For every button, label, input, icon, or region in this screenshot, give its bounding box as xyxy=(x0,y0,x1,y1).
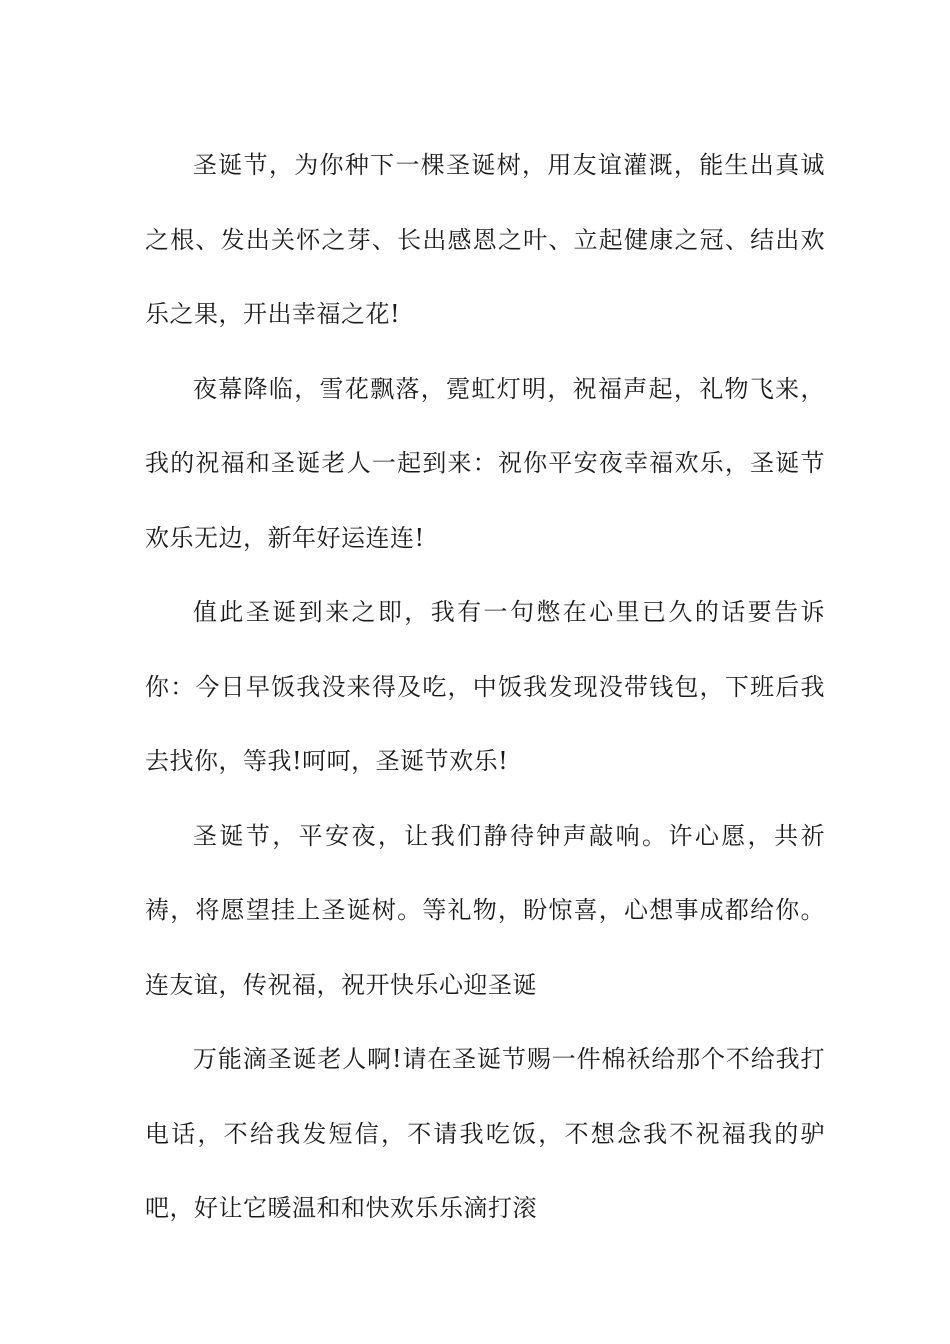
paragraph-4: 圣诞节，平安夜，让我们静待钟声敲响。许心愿，共祈祷，将愿望挂上圣诞树。等礼物，盼惊喜，心想事成都给你。连友谊，传祝福，祝开快乐心迎圣诞 xyxy=(145,821,825,999)
document-body xyxy=(145,128,825,1246)
paragraph-1: 圣诞节，为你种下一棵圣诞树，用友谊灌溉，能生出真诚之根、发出关怀之芽、长出感恩之叶、立起健康之冠、结出欢乐之果，开出幸福之花! xyxy=(145,151,825,328)
paragraph-5: 万能滴圣诞老人啊!请在圣诞节赐一件棉袄给那个不给我打电话，不给我发短信，不请我吃饭，不想念我不祝福我的驴吧，好让它暖温和和快欢乐乐滴打滚 xyxy=(145,1045,825,1222)
paragraph-2: 夜幕降临，雪花飘落，霓虹灯明，祝福声起，礼物飞来，我的祝福和圣诞老人一起到来：祝你平安夜幸福欢乐，圣诞节欢乐无边，新年好运连连! xyxy=(145,374,825,552)
paragraph-3: 值此圣诞到来之即，我有一句憋在心里已久的话要告诉你：今日早饭我没来得及吃，中饭我发现没带钱包，下班后我去找你，等我!呵呵，圣诞节欢乐! xyxy=(145,598,825,775)
